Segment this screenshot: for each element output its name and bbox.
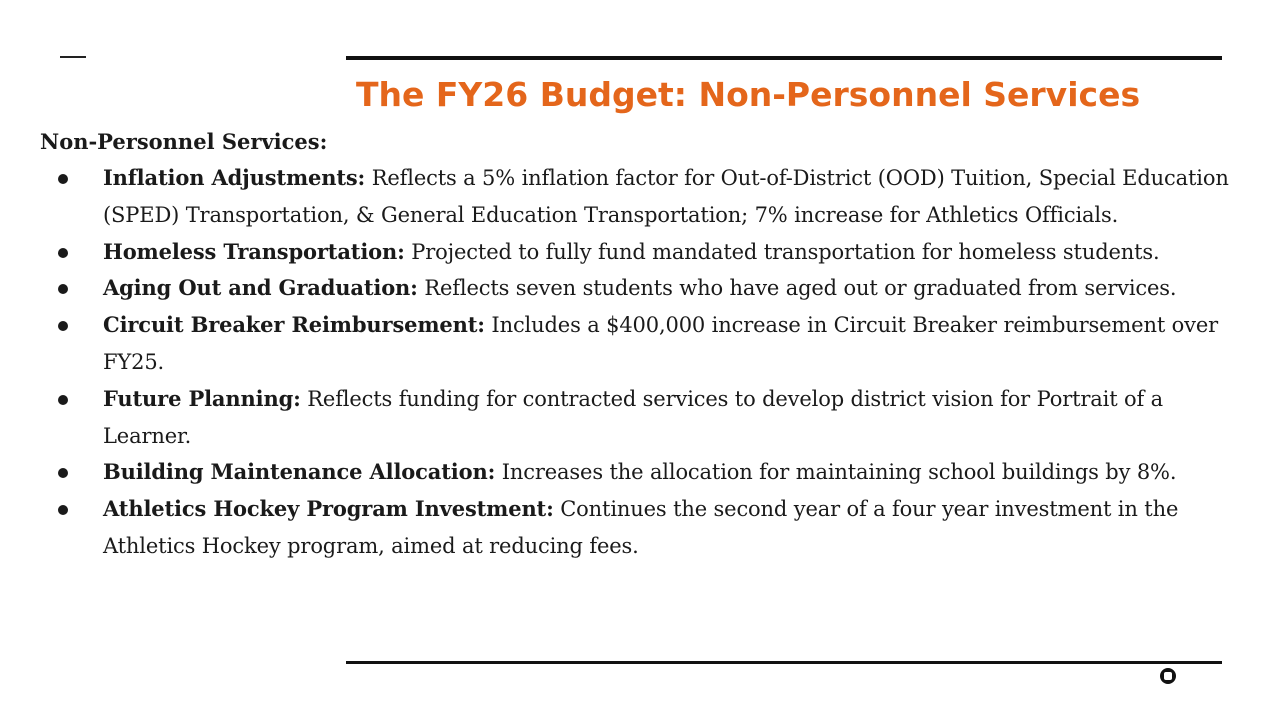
- bullet-dot-icon: [58, 174, 68, 184]
- bullet-term: Homeless Transportation:: [103, 238, 405, 264]
- footer-rule-bottom: [346, 661, 1222, 664]
- bullet-text: Reflects funding for contracted services to develop district vision for Portrait of a Learner.: [103, 386, 1164, 448]
- bullet-term: Inflation Adjustments:: [103, 165, 366, 190]
- bullet-text: Increases the allocation for maintaining school buildings by 8%.: [501, 460, 1177, 485]
- bullet-aging-out-graduation: [0, 270, 1280, 307]
- bullet-text: Reflects seven students who have aged out or graduated from services.: [424, 276, 1177, 301]
- slide-title: The FY26 Budget: Non-Personnel Services: [356, 75, 1141, 114]
- bullet-text: Projected to fully fund mandated transportation for homeless students.: [411, 239, 1160, 264]
- bullet-circuit-breaker: [0, 307, 1280, 381]
- bullet-building-maintenance: [0, 454, 1280, 491]
- bullet-text: Reflects a 5% inflation factor for Out-of-District (OOD) Tuition, Special Education (SPED) Transportation, & General Education Transportation; 7% increase for Athletics Officials.: [103, 166, 1229, 227]
- bullet-dot-icon: [58, 505, 68, 515]
- bullet-term: Building Maintenance Allocation:: [103, 459, 496, 485]
- bullet-text: Includes a $400,000 increase in Circuit Breaker reimbursement over FY25.: [103, 313, 1219, 374]
- bullet-dot-icon: [58, 284, 68, 294]
- bullet-term: Circuit Breaker Reimbursement:: [103, 312, 485, 338]
- bullet-dot-icon: [58, 321, 68, 331]
- bullet-athletics-hockey: [0, 491, 1280, 565]
- section-heading: Non-Personnel Services:: [40, 129, 328, 154]
- bullet-dot-icon: [58, 395, 68, 405]
- title-rule-top: [346, 56, 1222, 60]
- bullet-dot-icon: [58, 248, 68, 258]
- bullet-inflation-adjustments: [0, 160, 1280, 234]
- bullet-text: Continues the second year of a four year investment in the Athletics Hockey program, aimed at reducing fees.: [103, 497, 1179, 558]
- record-icon[interactable]: [1160, 668, 1176, 684]
- dash-icon: [60, 56, 86, 58]
- bullet-homeless-transportation: [0, 234, 1280, 271]
- bullet-term: Future Planning:: [103, 385, 301, 411]
- bullet-term: Aging Out and Graduation:: [103, 275, 418, 301]
- bullet-list: [0, 160, 1280, 565]
- bullet-term: Athletics Hockey Program Investment:: [103, 496, 554, 522]
- bullet-future-planning: [0, 381, 1280, 455]
- bullet-dot-icon: [58, 468, 68, 478]
